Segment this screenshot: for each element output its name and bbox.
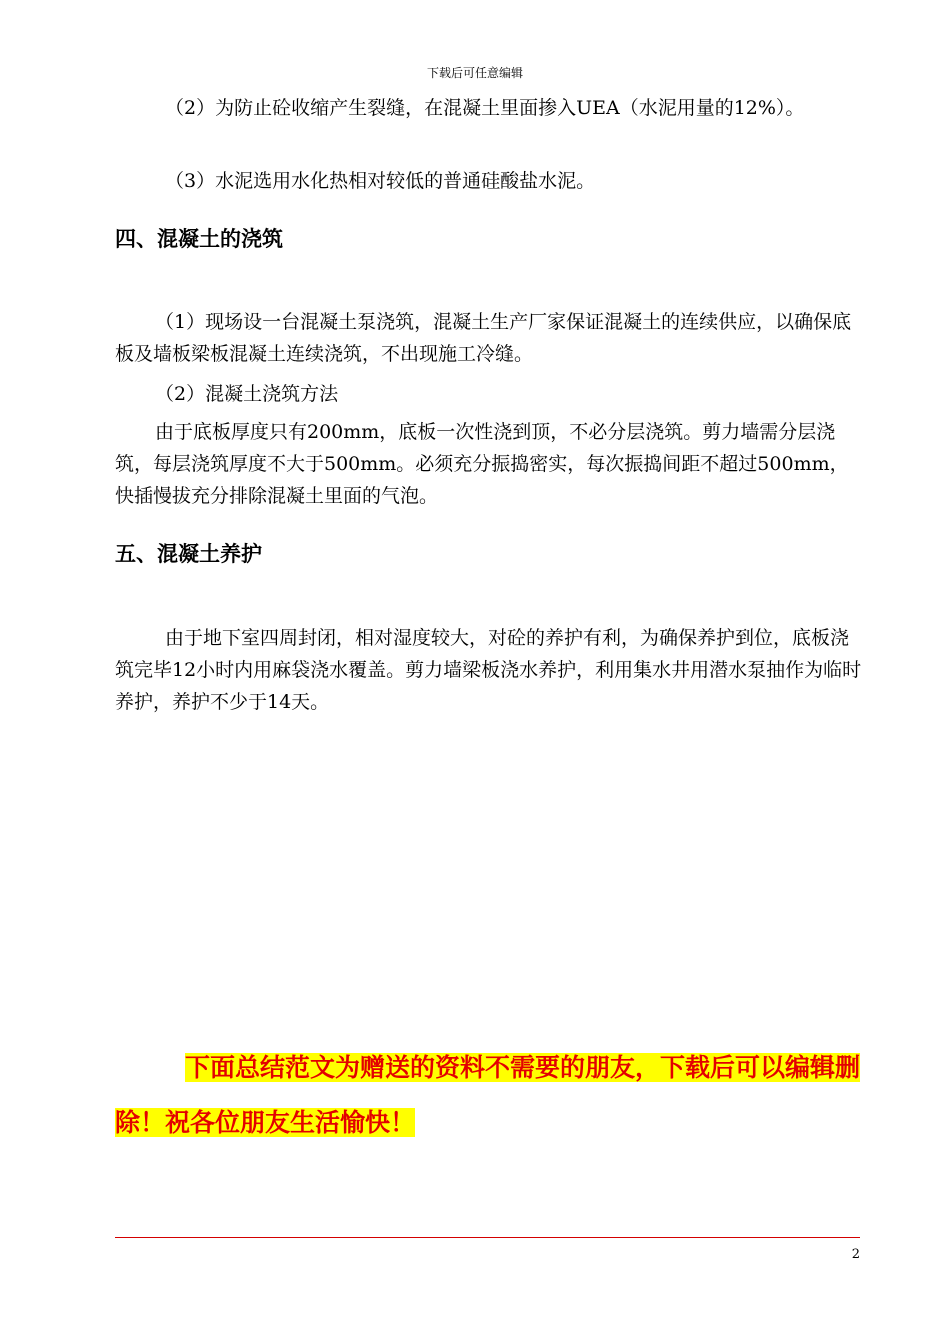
- section3-item-3: （3）水泥选用水化热相对较低的普通硅酸盐水泥。: [165, 170, 596, 192]
- footer-rule: [115, 1237, 860, 1238]
- promo-highlighted-text: 下面总结范文为赠送的资料不需要的朋友，下载后可以编辑删除！祝各位朋友生活愉快！: [115, 1053, 861, 1137]
- section4-body: 由于底板厚度只有200mm，底板一次性浇到顶，不必分层浇筑。剪力墙需分层浇筑，每层浇筑厚度不大于500mm。必须充分振捣密实，每次振捣间距不超过500mm，快插慢拔充分排除混凝土里面的气泡。: [115, 421, 849, 507]
- section5-body: 由于地下室四周封闭，相对湿度较大，对砼的养护有利，为确保养护到位，底板浇筑完毕12小时内用麻袋浇水覆盖。剪力墙梁板浇水养护，利用集水井用潜水泵抽作为临时养护，养护不少于14天。: [115, 627, 862, 713]
- section4-item-2: （2）混凝土浇筑方法: [155, 383, 339, 405]
- section3-item-2: （2）为防止砼收缩产生裂缝，在混凝土里面掺入UEA（水泥用量的12%）。: [165, 97, 805, 119]
- promo-note: [115, 1040, 875, 1150]
- section5-heading: 五、混凝土养护: [115, 541, 262, 566]
- header-note: 下载后可任意编辑: [426, 66, 523, 80]
- page-number: 2: [851, 1247, 860, 1262]
- section4-heading: 四、混凝土的浇筑: [115, 226, 283, 251]
- section4-item-1: （1）现场设一台混凝土泵浇筑，混凝土生产厂家保证混凝土的连续供应，以确保底板及墙板梁板混凝土连续浇筑，不出现施工冷缝。: [115, 311, 852, 365]
